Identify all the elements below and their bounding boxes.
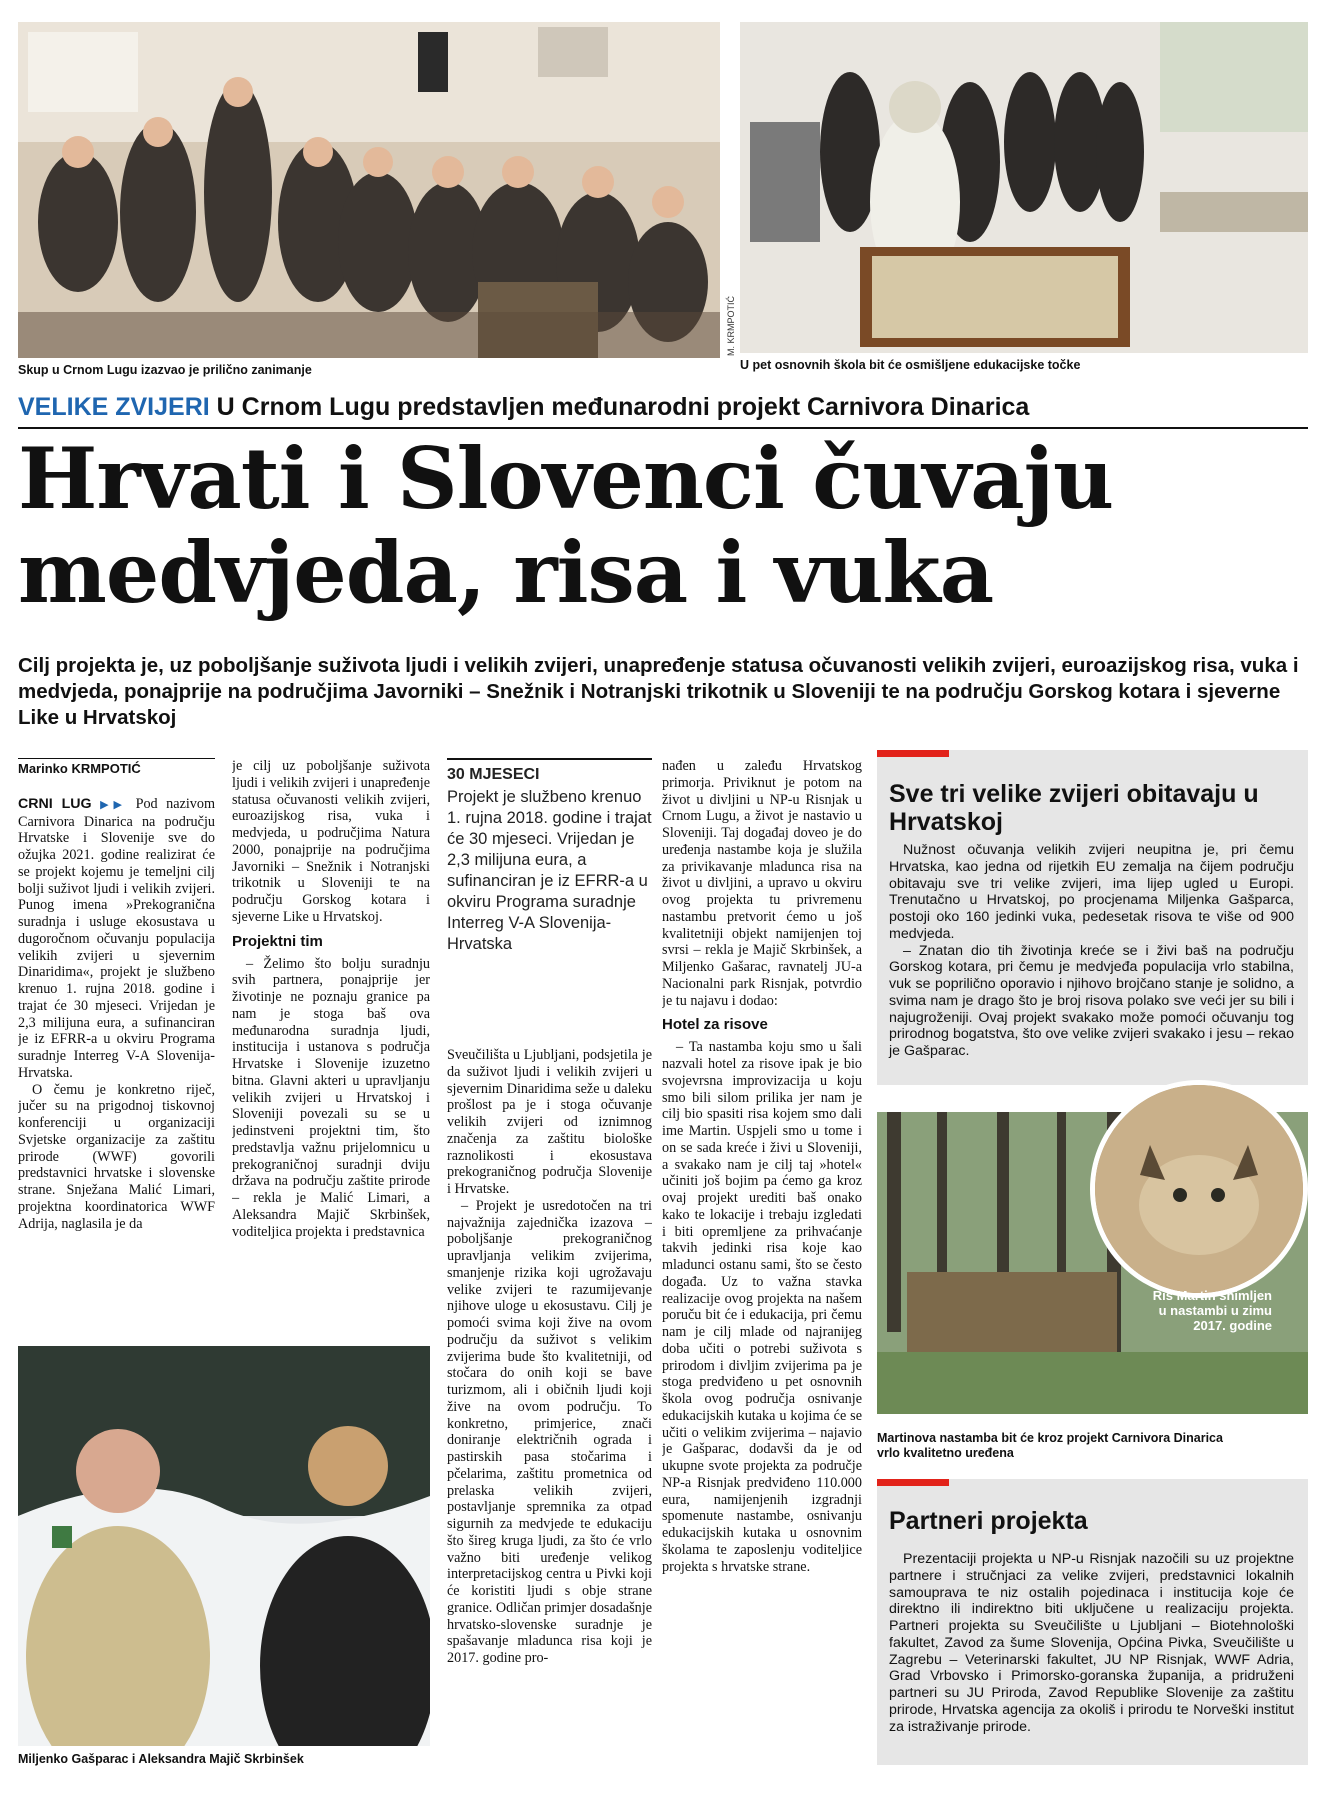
pull-box [447,764,652,955]
caption-gasparac-skrbinsek: Miljenko Gašparac i Aleksandra Majič Skrbinšek [18,1752,304,1766]
sidebox-red-bar [877,1479,949,1486]
sidebox-three-carnivores [877,750,1308,1085]
caption-education-point: U pet osnovnih škola bit će osmišljene edukacijske točke [740,358,1081,372]
col2-p2: – Želimo što bolju suradnju svih partnera, ponajprije jer životinje ne poznaju granice pa nam je stoga baš ova međunarodna suradnja ljudi, institucija i ustanova s područja Hrvatske i Slovenije izuzetno bitna. Glavni akteri u upravljanju velikih zvijeri u Hrvatskoj i Sloveniji povezali su se u jedinstveni projektni tim, što predstavlja važnu prijelomnicu u prekograničnoj suradnji dviju država na području zaštite prirode – rekla je Malić Limari, a Aleksandra Majič Skrbinšek, voditeljica projekta i predstavnica [232,955,430,1240]
caption-lynx-inset: Ris Martin snimljen u nastambi u zimu 2017. godine [1152,1288,1272,1333]
sidebox-partners [877,1479,1308,1765]
audience-illustration [18,22,720,358]
col2-p1: je cilj uz poboljšanje suživota ljudi i velikih zvijeri i unapređenje statusa očuvanosti velikih zvijeri, euroazijskog risa, vuka i medvjeda, u područjima Natura 2000, ponajprije na područjima Javorniki – Snežnik i Notranjski trikotnik u Sloveniji te na području Gorskog kotara i sjeverne Like u Hrvatskoj. [232,758,430,925]
dateline: CRNI LUG [18,795,92,812]
kicker-tag: VELIKE ZVIJERI [18,393,210,421]
col1-p2: O čemu je konkretno riječ, jučer su na prigodnoj tiskovnoj konferenciji u organizaciji Svjetske organizacije za zaštitu prirode (WWF) govorili predstavnici hrvatske i slovenske strane. Snježana Malić Limari, projektna koordinatorica WWF Adrija, naglasila je da [18,1081,215,1232]
article-column-2 [232,758,430,1330]
lynx-illustration [1095,1085,1303,1293]
pull-text: Projekt je službeno krenuo 1. rujna 2018. godine i trajat će 30 mjeseci. Vrijedan je 2,3 milijuna eura, a sufinanciran je iz EFRR-a u okviru Programa suradnje Interreg V-A Slovenija-Hrvatska [447,788,652,953]
subhead-projektni-tim: Projektni tim [232,932,323,950]
sidebox-partners-title: Partneri projekta [889,1507,1088,1535]
dateline-arrow-icon: ▶▶ [100,798,128,811]
byline: Marinko KRMPOTIĆ [18,758,215,778]
article-column-4 [662,758,862,1780]
box2-p1: Prezentaciji projekta u NP-u Risnjak nazočili su uz projektne partnere i stručnjaci za velike zvijeri, predstavnici lokalnih samouprava te niz ostalih pojedinaca i institucija koje će direktno ili indirektno biti uključene u realizaciju projekta. Partneri projekta su Sveučilište u Ljubljani – Biotehnološki fakultet, Zavod za šume Slovenija, Općina Pivka, Sveučilište u Zagrebu – Veterinarski fakultet, JU NP Risnjak, WWF Adria, Grad Vrbovsko i Primorsko-goranska županija, a pridruženi partneri su JU Priroda, Zavod Republike Slovenije za zaštitu prirode, Hrvatska agencija za okoliš i prirodu te Norveški institut za istraživanje prirode. [889,1551,1294,1735]
subhead-hotel-za-risove: Hotel za risove [662,1016,768,1034]
education-illustration [740,22,1308,353]
first-paragraph [18,796,215,1082]
col4-p1: nađen u zaleđu Hrvatskog primorja. Priviknut je potom na život u divljini u NP-u Risnjak u Crnom Lugu, a život je nastavio u Sloveniji. Taj događaj doveo je do uređenja nastambe koja je služila za privikavanje mladunca risa na život u divljini, a upravo u okviru ovog projekta tu privremenu nastambu pretvorit ćemo u još kvalitetniji objekt namijenjen toj svrsi – rekla je Majič Skrbinšek, a Miljenko Gašarac, ravnatelj JU-a Nacionalni park Risnjak, potvrdio je tu najavu i dodao: [662,758,862,1009]
lynx-inset-photo [1090,1080,1308,1298]
sidebox-three-carnivores-body [889,842,1294,1060]
sidebox-partners-body [889,1551,1294,1735]
caption-lynx-enclosure: Martinova nastamba bit će kroz projekt Carnivora Dinarica vrlo kvalitetno uređena [877,1431,1223,1460]
photo-credit: M. KRMPOTIĆ [726,296,736,356]
headline: Hrvati i Slovenci čuvaju medvjeda, risa i vuka [18,429,1114,622]
col1-p1: Pod nazivom Carnivora Dinarica na području Hrvatske i Slovenije sve do ožujka 2021. godine realizirat će se projekt kojemu je temeljni cilj bolji suživot ljudi i velikih zvijeri. Punog imena »Prekogranična suradnja i usluge ekosustava u dugoročnom očuvanju populacija velikih zvijeri u sjevernim Dinaridima«, projekt je službeno krenuo 1. rujna 2018. godine i trajat će 30 mjeseci. Vrijedan je 2,3 milijuna eura, a sufinanciran je iz EFRR-a u okviru Programa suradnje Interreg V-A Slovenija-Hrvatska. [18,795,215,1081]
caption-audience: Skup u Crnom Lugu izazvao je prilično zanimanje [18,363,312,377]
kicker-text: U Crnom Lugu predstavljen međunarodni projekt Carnivora Dinarica [216,393,1030,421]
col3-p1: Sveučilišta u Ljubljani, podsjetila je da suživot ljudi i velikih zvijeri u sjevernim Dinaridima seže u daleku prošlost pa je i stoga očuvanje velikih zvijeri od iznimnog značenja za zaštitu biološke raznolikosti i ekosustava prekograničnog područja Slovenije i Hrvatske. [447,1047,652,1197]
box1-p1: Nužnost očuvanja velikih zvijeri neupitna je, pri čemu Hrvatska, kao jedna od rijetkih EU zemalja na čijem području obitavaju sve tri velike zvijeri, ima lijep ugled u Europi. Trenutačno u Hrvatskoj, po procjenama Miljenka Gašparca, postoji oko 160 jedinki vuka, pedesetak risova te više od 900 medvjeda. [889,842,1294,942]
pull-rule [447,758,652,760]
photo-education-point [740,22,1308,353]
col4-p2: – Ta nastamba koju smo u šali nazvali hotel za risove ipak je bio svojevrsna improvizacija u koju smo bili silom prilika jer nam je cilj bio spasiti risa kojem smo dali ime Martin. Uspjeli smo u tome i on se sada kreće i živi u Sloveniji, a svakako nam je cilj taj »hotel« učiniti još bojim pa ćemo ga kroz ovaj projekt urediti baš onako kako te lokacije i trebaju izgledati i biti opremljene za prihvaćanje takvih jedinki risa koje kao mladunci ostanu sami, što se često događa. Uz to važna stavka realizacije ovog projekta na našem poruču bit će i edukacija, pri čemu nam je cilj mlade od najranijeg doba učiti o potrebi suživota s prirodom i divljim zvijerima pa je stoga predviđeno u pet osnovnih škola ovog područja osnivanje edukacijskih kutaka u kojima će se učiti o velikim zvijerima – najavio je Gašparac, dodavši da je od ukupne svote projekta za područje NP-a Risnjak predviđeno 110.000 eura, namijenjenih izgradnji spomenute nastambe, osnivanju edukacijskih kutaka u osnovnim školama te zaposlenju voditeljice projekta s hrvatske strane. [662,1039,862,1575]
photo-audience [18,22,720,358]
sidebox-red-bar [877,750,949,757]
snow-portrait-illustration [18,1346,430,1746]
pull-heading: 30 MJESECI [447,766,540,783]
kicker [18,392,1029,422]
box1-p2: – Znatan dio tih životinja kreće se i živi baš na području Gorskog kotara, pri čemu je medvjeđa populacija vrlo stabilna, vuk se poprilično oporavio i njihovo brojčano stanje je solidno, a svima nam je drago što je broj risova polako sve veći jer su bili i najugroženiji. Ovaj projekt svakako može pomoći očuvanju tog prirodnog bogatstva, što ove velike zvijeri svakako i jesu – rekao je Gašparac. [889,942,1294,1059]
photo-gasparac-skrbinsek [18,1346,430,1746]
col3-p2: – Projekt je usredotočen na tri najvažnija zajednička izazova – poboljšanje prekograničnog upravljanja velikim zvijerima, smanjenje rizika koji ugrožavaju velike zvijeri te razumijevanje njihove uloge u ekosustavu. Cilj je pomoći svima koji žive na ovom području da suživot s velikim zvijerima bude što kvalitetniji, od stočara do onih koji se bave turizmom, ali i običnih ljudi koji žive na ovom području. To konkretno, primjerice, znači doniranje električnih ograda i pastirskih pasa stočarima i pčelarima, zaštitu prometnica od prelaska velikih zvijeri, postavljanje spremnika za otpad sigurnih za medvjede te edukaciju što šireg kruga ljudi, za što će vrlo važno biti uređenje velikog interpretacijskog centra u Pivki koji će koristiti ljudi s obje strane granice. Odličan primjer dosadašnje hrvatsko-slovenske suradnje je spašavanje mladunca risa koji je 2017. godine pro- [447,1197,652,1666]
article-column-3 [447,1047,652,1779]
lead-paragraph: Cilj projekta je, uz poboljšanje suživota ljudi i velikih zvijeri, unapređenje statusa očuvanosti velikih zvijeri, euroazijskog risa, vuka i medvjeda, ponajprije na područjima Javorniki – Snežnik i Notranjski trikotnik u Sloveniji te na području Gorskog kotara i sjeverne Like u Hrvatskoj [18,654,1299,729]
sidebox-three-carnivores-title: Sve tri velike zvijeri obitavaju u Hrvatskoj [889,780,1259,836]
article-column-1 [18,758,215,1330]
